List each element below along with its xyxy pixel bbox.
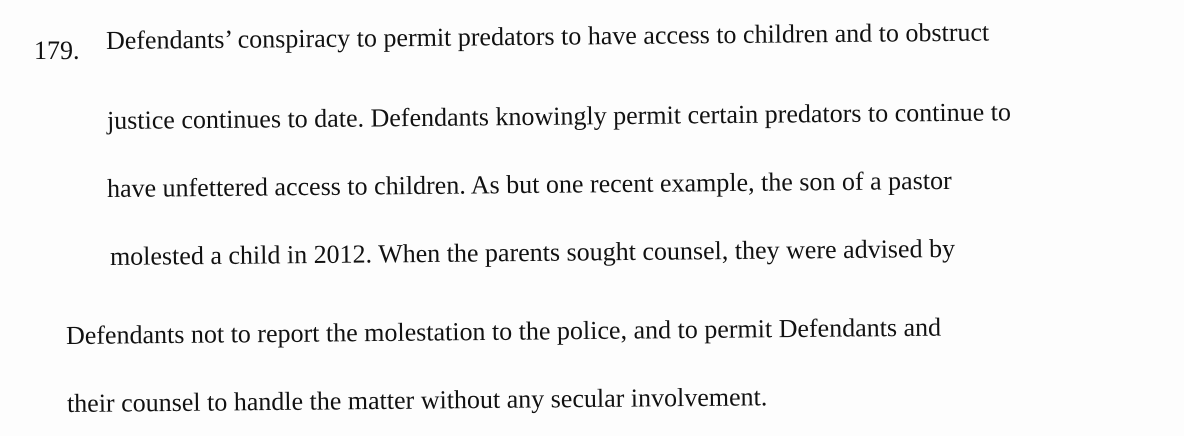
paragraph-line-6: their counsel to handle the matter without any secular involvement.	[66, 382, 768, 418]
paragraph-line-5: Defendants not to report the molestation to the police, and to permit Defendants and	[65, 312, 942, 350]
paragraph-line-2: justice continues to date. Defendants knowingly permit certain predators to continue to	[106, 97, 1012, 135]
paragraph-number: 179.	[34, 36, 80, 65]
paragraph-line-3: have unfettered access to children. As but one recent example, the son of a pastor	[106, 165, 952, 203]
paragraph-line-1: Defendants’ conspiracy to permit predators to have access to children and to obstruct	[105, 17, 990, 55]
paragraph-line-4: molested a child in 2012. When the parents sought counsel, they were advised by	[109, 233, 956, 271]
